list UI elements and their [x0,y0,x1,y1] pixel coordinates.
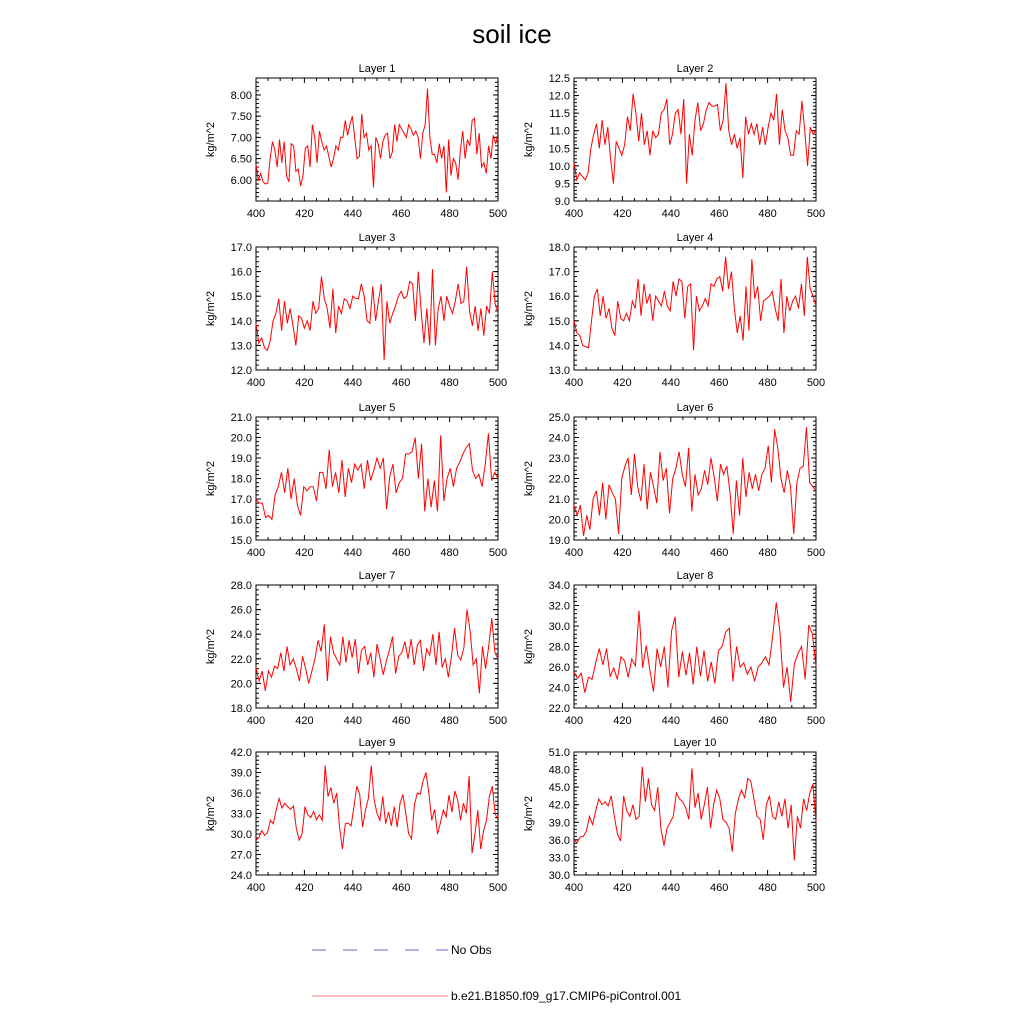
y-tick-label: 8.00 [230,89,252,102]
y-tick-label: 17.0 [548,266,570,279]
x-tick-label: 400 [246,377,266,389]
x-tick-label: 480 [758,208,777,220]
panel-frame [574,752,816,875]
y-tick-label: 13.0 [230,340,252,353]
panel-1 [205,63,507,220]
x-tick-label: 460 [392,547,411,559]
x-tick-label: 480 [758,882,777,894]
x-tick-label: 500 [806,547,826,559]
x-tick-label: 440 [343,547,362,559]
x-tick-label: 500 [488,208,508,220]
x-tick-label: 480 [440,715,459,727]
x-tick-label: 400 [246,547,266,559]
x-tick-label: 500 [488,715,508,727]
series-line [256,89,498,193]
y-tick-label: 28.0 [548,641,570,654]
y-tick-label: 11.0 [549,125,570,138]
y-tick-label: 9.0 [554,196,570,208]
x-tick-label: 440 [661,882,680,894]
y-tick-label: 6.00 [230,174,252,187]
panel-title: Layer 3 [358,232,396,244]
y-tick-label: 12.5 [548,73,570,85]
series-line [574,767,816,861]
x-tick-label: 420 [295,377,314,389]
x-tick-label: 440 [661,208,680,220]
y-tick-label: 30.0 [548,870,570,882]
y-tick-label: 21.0 [548,494,570,506]
y-tick-label: 32.0 [548,600,570,613]
y-tick-label: 16.0 [230,266,252,279]
y-tick-label: 19.0 [230,453,252,465]
panel-title: Layer 10 [673,737,717,749]
panel-2 [523,63,825,220]
y-tick-label: 39.0 [230,767,252,780]
y-tick-label: 11.5 [549,108,570,121]
legend-label-model: b.e21.B1850.f09_g17.CMIP6-piControl.001 [451,989,682,1003]
y-axis-label: kg/m^2 [205,290,217,327]
x-tick-label: 420 [295,547,314,559]
panel-title: Layer 9 [358,737,396,749]
y-tick-label: 30.0 [230,829,252,841]
x-tick-label: 480 [440,882,459,894]
x-tick-label: 480 [758,715,777,727]
x-tick-label: 400 [564,377,584,389]
main-title: soil ice [472,19,552,49]
y-tick-label: 18.0 [230,473,252,486]
x-tick-label: 420 [613,715,632,727]
y-tick-label: 16.0 [230,514,252,527]
x-tick-label: 400 [564,882,584,894]
y-tick-label: 33.0 [548,852,570,865]
y-tick-label: 36.0 [548,834,570,847]
x-tick-label: 480 [440,377,459,389]
y-tick-label: 26.0 [548,662,570,674]
series-line [256,766,498,853]
y-tick-label: 18.0 [548,242,570,254]
y-tick-label: 48.0 [548,764,570,777]
series-line [256,610,498,694]
y-tick-label: 15.0 [230,291,252,304]
x-tick-label: 440 [661,715,680,727]
y-tick-label: 14.0 [548,340,570,353]
x-tick-label: 460 [710,377,729,389]
panel-4 [523,232,825,389]
x-tick-label: 420 [613,547,632,559]
y-tick-label: 12.0 [548,90,570,103]
legend [312,943,681,1003]
panel-title: Layer 4 [676,232,714,244]
y-tick-label: 22.0 [548,703,570,715]
panel-8 [523,570,825,727]
x-tick-label: 400 [564,208,584,220]
y-axis-label: kg/m^2 [205,121,217,158]
panel-title: Layer 6 [676,402,714,414]
y-tick-label: 7.50 [230,111,252,124]
y-tick-label: 26.0 [230,604,252,617]
panel-frame [256,417,498,540]
x-tick-label: 500 [488,882,508,894]
x-tick-label: 400 [564,715,584,727]
panel-7 [205,570,507,727]
y-tick-label: 23.0 [548,453,570,465]
y-tick-label: 10.0 [548,160,570,173]
y-tick-label: 51.0 [548,747,570,759]
x-tick-label: 500 [806,377,826,389]
y-axis-label: kg/m^2 [523,628,535,665]
y-tick-label: 22.0 [230,653,252,666]
series-line [574,257,816,350]
y-tick-label: 24.0 [230,870,252,882]
y-tick-label: 19.0 [548,535,570,547]
y-tick-label: 28.0 [230,580,252,592]
y-tick-label: 36.0 [230,788,252,800]
x-tick-label: 440 [661,377,680,389]
panel-5 [205,402,507,559]
y-tick-label: 18.0 [230,703,252,715]
y-axis-label: kg/m^2 [205,795,217,832]
y-axis-label: kg/m^2 [523,460,535,497]
panel-6 [523,402,825,559]
x-tick-label: 400 [246,882,266,894]
y-tick-label: 17.0 [230,242,252,254]
y-tick-label: 6.50 [230,153,252,166]
y-tick-label: 16.0 [548,291,570,304]
x-tick-label: 440 [343,377,362,389]
y-tick-label: 42.0 [230,747,252,759]
series-line [256,267,498,360]
y-tick-label: 24.0 [548,432,570,445]
x-tick-label: 440 [661,547,680,559]
x-tick-label: 420 [613,377,632,389]
x-tick-label: 460 [710,715,729,727]
x-tick-label: 460 [710,547,729,559]
x-tick-label: 440 [343,208,362,220]
legend-label-no-obs: No Obs [451,943,492,957]
x-tick-label: 420 [613,882,632,894]
x-tick-label: 420 [295,715,314,727]
series-line [574,427,816,536]
x-tick-label: 500 [806,715,826,727]
x-tick-label: 480 [440,547,459,559]
x-tick-label: 500 [488,377,508,389]
panel-frame [574,585,816,708]
x-tick-label: 400 [246,208,266,220]
y-tick-label: 9.5 [554,178,570,191]
y-tick-label: 27.0 [230,849,252,862]
x-tick-label: 480 [758,377,777,389]
y-tick-label: 25.0 [548,412,570,424]
series-line [574,83,816,183]
x-tick-label: 420 [613,208,632,220]
y-tick-label: 22.0 [548,473,570,486]
y-tick-label: 20.0 [230,678,252,691]
y-tick-label: 34.0 [548,580,570,592]
y-tick-label: 10.5 [548,143,570,156]
y-tick-label: 13.0 [548,365,570,377]
x-tick-label: 460 [710,882,729,894]
y-tick-label: 30.0 [548,621,570,633]
y-axis-label: kg/m^2 [523,121,535,158]
y-tick-label: 14.0 [230,315,252,328]
y-axis-label: kg/m^2 [205,628,217,665]
panel-3 [205,232,507,389]
panel-title: Layer 8 [676,570,714,582]
x-tick-label: 460 [392,715,411,727]
y-tick-label: 15.0 [548,315,570,328]
x-tick-label: 460 [392,882,411,894]
panel-frame [574,247,816,370]
x-tick-label: 420 [295,208,314,220]
panel-title: Layer 2 [676,63,714,75]
panel-title: Layer 1 [358,63,396,75]
x-tick-label: 500 [488,547,508,559]
series-line [256,433,498,519]
y-tick-label: 17.0 [230,494,252,506]
x-tick-label: 480 [440,208,459,220]
y-tick-label: 20.0 [230,432,252,445]
y-tick-label: 24.0 [230,629,252,642]
x-tick-label: 440 [343,882,362,894]
x-tick-label: 500 [806,882,826,894]
x-tick-label: 440 [343,715,362,727]
series-line [574,602,816,701]
panel-10 [523,737,825,894]
y-axis-label: kg/m^2 [523,795,535,832]
y-tick-label: 21.0 [230,412,252,424]
x-tick-label: 460 [710,208,729,220]
x-tick-label: 400 [564,547,584,559]
y-tick-label: 33.0 [230,808,252,821]
y-tick-label: 7.00 [230,132,252,145]
y-tick-label: 12.0 [230,365,252,377]
y-tick-label: 15.0 [230,535,252,547]
x-tick-label: 480 [758,547,777,559]
x-tick-label: 420 [295,882,314,894]
panels-group [205,63,825,894]
x-tick-label: 460 [392,377,411,389]
y-tick-label: 42.0 [548,799,570,812]
panel-9 [205,737,507,894]
y-tick-label: 24.0 [548,682,570,695]
x-tick-label: 460 [392,208,411,220]
y-tick-label: 45.0 [548,782,570,795]
y-tick-label: 20.0 [548,514,570,527]
x-tick-label: 500 [806,208,826,220]
panel-title: Layer 5 [358,402,396,414]
y-axis-label: kg/m^2 [523,290,535,327]
y-axis-label: kg/m^2 [205,460,217,497]
x-tick-label: 400 [246,715,266,727]
panel-title: Layer 7 [358,570,396,582]
y-tick-label: 39.0 [548,817,570,830]
